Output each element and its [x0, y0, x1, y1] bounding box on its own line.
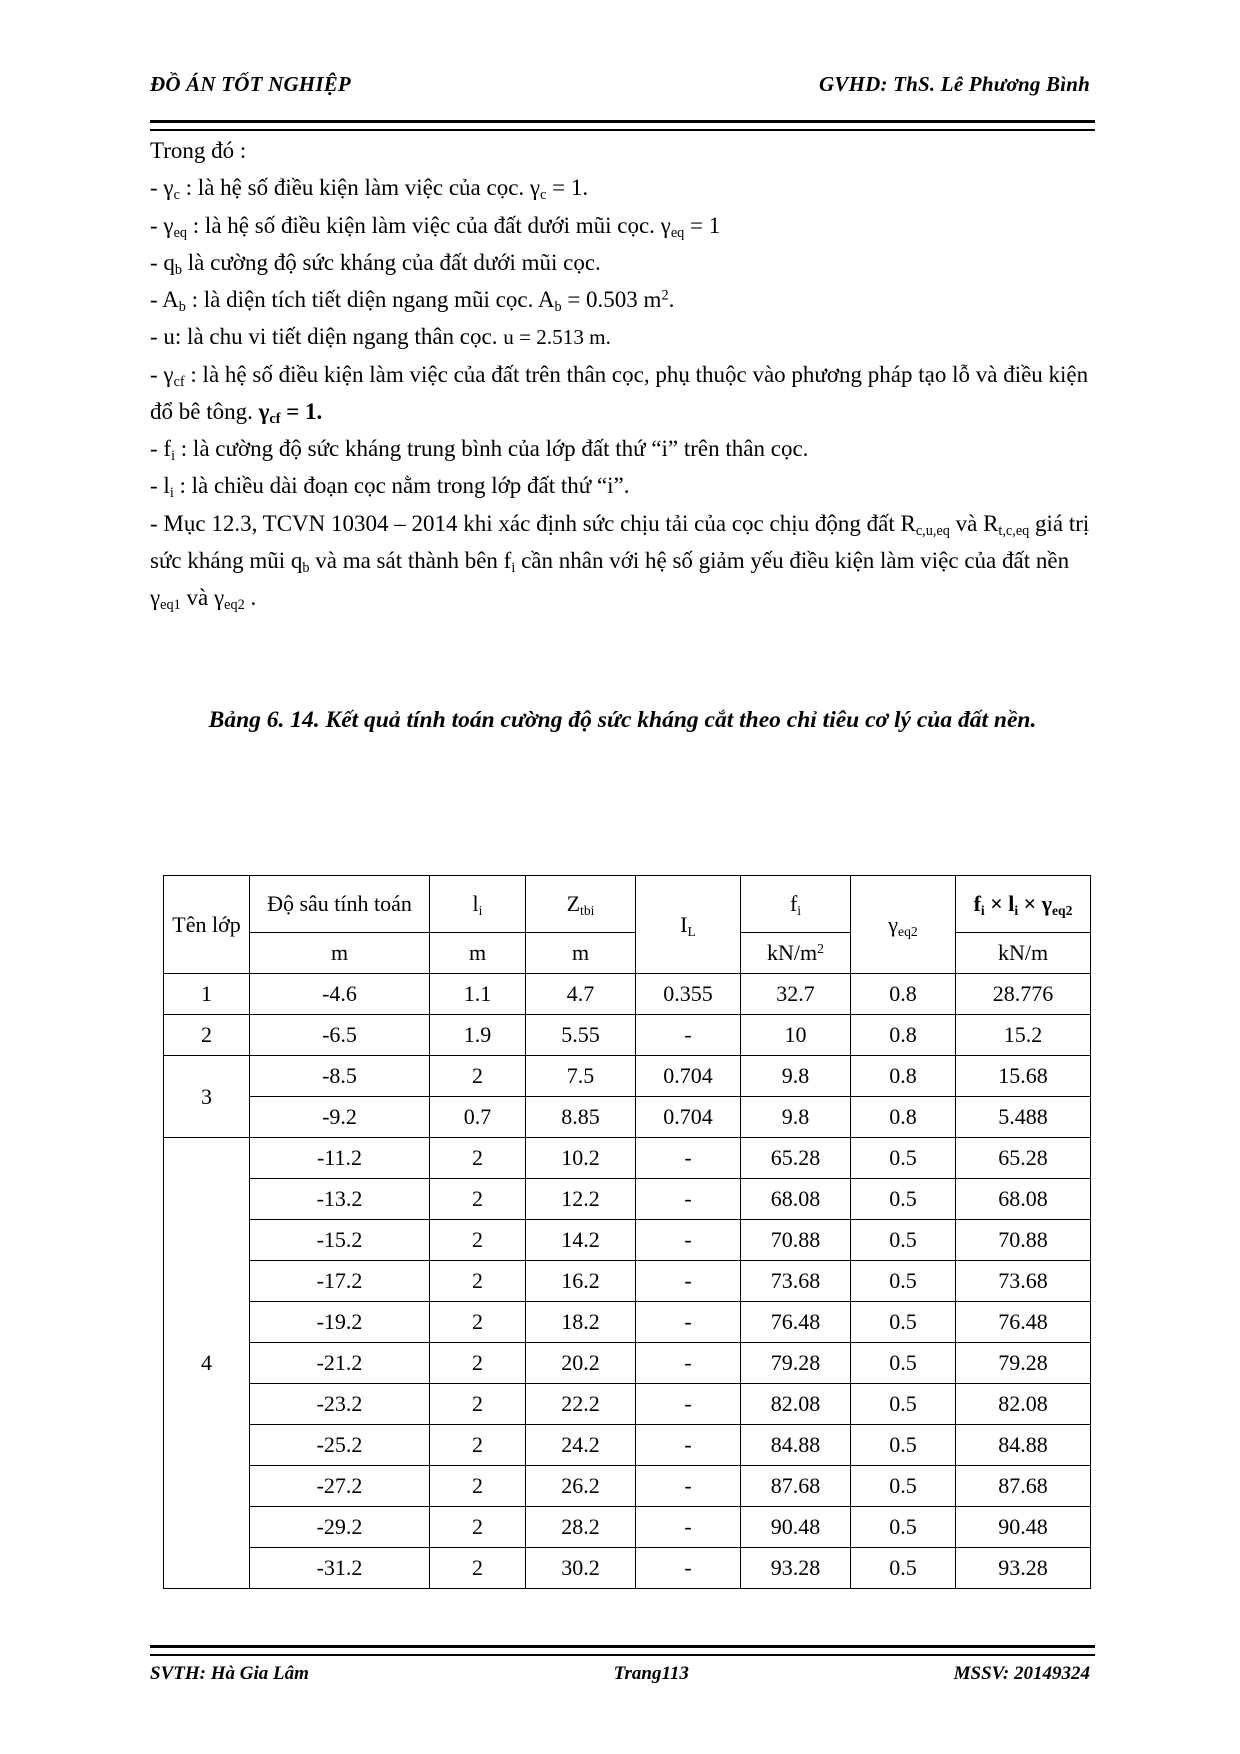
paragraph-muc-12-3 — [150, 505, 1090, 617]
symbol-q: q — [290, 547, 303, 573]
table-row — [164, 1548, 1091, 1589]
cell-li: 0.7 — [430, 1097, 526, 1138]
paragraph-u — [150, 318, 1090, 355]
table-row — [164, 1343, 1091, 1384]
bullet-dash-Ab: - A — [150, 287, 179, 312]
header-product-sub-eq2: eq2 — [1051, 903, 1073, 919]
text-muc-part5: cần nhân với hệ số giảm yếu điều kiện làm việc của đất nền — [515, 547, 1070, 573]
cell-gamma-eq2: 0.5 — [851, 1384, 956, 1425]
equation-u: u = 2.513 m. — [503, 325, 611, 350]
bullet-dash-qb: - q — [150, 249, 175, 275]
cell-ztbi: 7.5 — [526, 1056, 636, 1097]
symbol-gamma-eq1: γ — [150, 585, 161, 610]
page-footer — [150, 1663, 1090, 1685]
cell-fi: 76.48 — [741, 1302, 851, 1343]
cell-do-sau: -9.2 — [250, 1097, 430, 1138]
table-row — [164, 1015, 1091, 1056]
symbol-R-tceq: R — [983, 510, 999, 536]
cell-il: - — [636, 1466, 741, 1507]
cell-ztbi: 16.2 — [526, 1261, 636, 1302]
table-row — [164, 1384, 1091, 1425]
header-li-subscript: i — [478, 903, 483, 919]
cell-gamma-eq2: 0.5 — [851, 1507, 956, 1548]
symbol-R-cueq: R — [900, 510, 916, 536]
soil-resistance-table — [163, 875, 1091, 1589]
subscript-cf-eq: cf — [269, 410, 281, 427]
paragraph-qb — [150, 244, 1090, 281]
text-muc-part4: và ma sát thành bên — [309, 547, 504, 573]
cell-product: 82.08 — [956, 1384, 1091, 1425]
value-Ab: = 0.503 m — [561, 287, 662, 312]
cell-ztbi: 8.85 — [526, 1097, 636, 1138]
unit-do-sau: m — [250, 933, 430, 974]
cell-ztbi: 28.2 — [526, 1507, 636, 1548]
paragraph-gamma-eq — [150, 207, 1090, 244]
header-il — [636, 876, 741, 974]
table-row — [164, 1220, 1091, 1261]
footer-divider-rule — [150, 1645, 1095, 1656]
cell-ztbi: 24.2 — [526, 1425, 636, 1466]
text-muc-part6: và — [180, 585, 214, 610]
header-product-times-2: × γ — [1018, 891, 1052, 917]
cell-fi: 73.68 — [741, 1261, 851, 1302]
unit-fi-text: kN/m — [767, 940, 818, 966]
cell-ten-lop: 4 — [164, 1138, 250, 1589]
cell-fi: 84.88 — [741, 1425, 851, 1466]
cell-il: - — [636, 1425, 741, 1466]
cell-li: 2 — [430, 1138, 526, 1179]
unit-fi-superscript: 2 — [817, 941, 824, 957]
header-left-title: ĐỒ ÁN TỐT NGHIỆP — [150, 72, 351, 96]
cell-fi: 9.8 — [741, 1097, 851, 1138]
header-il-subscript: L — [687, 923, 696, 939]
table-caption: Bảng 6. 14. Kết quả tính toán cường độ sức kháng cắt theo chỉ tiêu cơ lý của đất nền. — [208, 707, 1037, 733]
table-header-row-labels — [164, 876, 1091, 933]
cell-li: 2 — [430, 1425, 526, 1466]
cell-il: - — [636, 1548, 741, 1589]
text-muc-part7: . — [244, 585, 257, 610]
unit-ztbi: m — [526, 933, 636, 974]
subscript-i-f: i — [511, 559, 516, 576]
header-divider-rule — [150, 120, 1095, 131]
cell-li: 2 — [430, 1179, 526, 1220]
text-qb-desc: là cường độ sức kháng của đất dưới mũi cọc. — [182, 249, 601, 275]
cell-il: 0.355 — [636, 974, 741, 1015]
symbol-gamma: γ — [163, 361, 174, 387]
cell-do-sau: -29.2 — [250, 1507, 430, 1548]
symbol-gamma-eq: γ — [660, 212, 671, 238]
table-container — [163, 875, 1093, 1589]
cell-gamma-eq2: 0.8 — [851, 1056, 956, 1097]
text-muc-part2: và — [949, 510, 984, 536]
table-row — [164, 974, 1091, 1015]
cell-il: - — [636, 1343, 741, 1384]
subscript-b: b — [174, 261, 183, 278]
cell-ztbi: 5.55 — [526, 1015, 636, 1056]
cell-do-sau: -19.2 — [250, 1302, 430, 1343]
table-row — [164, 1507, 1091, 1548]
cell-do-sau: -11.2 — [250, 1138, 430, 1179]
cell-fi: 32.7 — [741, 974, 851, 1015]
symbol-gamma: γ — [163, 212, 174, 238]
cell-do-sau: -13.2 — [250, 1179, 430, 1220]
cell-do-sau: -8.5 — [250, 1056, 430, 1097]
table-row — [164, 1056, 1091, 1097]
header-fi-subscript: i — [797, 903, 802, 919]
table-header — [164, 876, 1091, 974]
header-gamma-symbol: γ — [888, 911, 899, 937]
cell-gamma-eq2: 0.5 — [851, 1179, 956, 1220]
cell-do-sau: -27.2 — [250, 1466, 430, 1507]
cell-product: 15.68 — [956, 1056, 1091, 1097]
cell-li: 1.1 — [430, 974, 526, 1015]
header-li-symbol: l — [472, 891, 479, 917]
superscript-square: 2 — [661, 287, 669, 304]
cell-li: 2 — [430, 1056, 526, 1097]
text-gamma-eq-desc: : là hệ số điều kiện làm việc của đất dưới mũi cọc. — [187, 212, 661, 238]
subscript-eq: eq — [173, 224, 188, 241]
cell-il: - — [636, 1138, 741, 1179]
cell-ztbi: 10.2 — [526, 1138, 636, 1179]
page-header — [150, 72, 1090, 97]
equation-gamma-c — [529, 175, 589, 204]
header-gamma-eq2 — [851, 876, 956, 974]
cell-li: 1.9 — [430, 1015, 526, 1056]
bullet-dash-li: - l — [150, 473, 170, 499]
bullet-dash: - — [150, 361, 164, 387]
cell-il: - — [636, 1220, 741, 1261]
table-row — [164, 1138, 1091, 1179]
unit-product: kN/m — [956, 933, 1091, 974]
cell-fi: 10 — [741, 1015, 851, 1056]
text-Ab-desc: : là diện tích tiết diện ngang mũi cọc. A — [185, 287, 555, 312]
subscript-c-eq: c — [540, 187, 547, 204]
bullet-dash-fi: - f — [150, 436, 172, 461]
subscript-cf: cf — [173, 373, 185, 390]
cell-fi: 70.88 — [741, 1220, 851, 1261]
header-gamma-subscript: eq2 — [898, 923, 918, 939]
subscript-t-c-eq: t,c,eq — [998, 522, 1030, 539]
cell-do-sau: -4.6 — [250, 974, 430, 1015]
header-right-supervisor: GVHD: ThS. Lê Phương Bình — [819, 72, 1090, 96]
header-product-times-1: × l — [984, 891, 1015, 917]
cell-fi: 9.8 — [741, 1056, 851, 1097]
symbol-gamma: γ — [163, 175, 174, 201]
cell-product: 93.28 — [956, 1548, 1091, 1589]
cell-fi: 93.28 — [741, 1548, 851, 1589]
cell-ztbi: 22.2 — [526, 1384, 636, 1425]
cell-gamma-eq2: 0.5 — [851, 1343, 956, 1384]
cell-ztbi: 14.2 — [526, 1220, 636, 1261]
header-il-symbol: I — [680, 911, 688, 937]
cell-gamma-eq2: 0.5 — [851, 1425, 956, 1466]
subscript-i-fi: i — [171, 447, 176, 464]
cell-product: 70.88 — [956, 1220, 1091, 1261]
cell-do-sau: -21.2 — [250, 1343, 430, 1384]
unit-fi — [741, 933, 851, 974]
header-product-sub-i2: i — [1014, 903, 1019, 919]
cell-li: 2 — [430, 1220, 526, 1261]
period-Ab: . — [668, 287, 675, 312]
cell-gamma-eq2: 0.5 — [851, 1261, 956, 1302]
cell-ztbi: 26.2 — [526, 1466, 636, 1507]
text-u-desc: - u: là chu vi tiết diện ngang thân cọc. — [150, 324, 504, 350]
cell-gamma-eq2: 0.5 — [851, 1138, 956, 1179]
cell-il: 0.704 — [636, 1056, 741, 1097]
table-body — [164, 974, 1091, 1589]
cell-li: 2 — [430, 1261, 526, 1302]
cell-do-sau: -17.2 — [250, 1261, 430, 1302]
header-product — [956, 876, 1091, 933]
footer-page-number: Trang113 — [613, 1663, 689, 1684]
header-ztbi — [526, 876, 636, 933]
equation-gamma-eq — [660, 212, 721, 241]
cell-li: 2 — [430, 1343, 526, 1384]
value-gamma-c: = 1. — [546, 175, 589, 201]
cell-fi: 68.08 — [741, 1179, 851, 1220]
cell-ztbi: 20.2 — [526, 1343, 636, 1384]
cell-gamma-eq2: 0.5 — [851, 1220, 956, 1261]
subscript-c: c — [173, 187, 180, 204]
symbol-gamma-cf: γ — [258, 398, 270, 424]
cell-do-sau: -25.2 — [250, 1425, 430, 1466]
bullet-dash: - — [150, 212, 164, 238]
document-body — [150, 132, 1090, 616]
cell-ztbi: 4.7 — [526, 974, 636, 1015]
header-ten-lop: Tên lớp — [164, 876, 250, 974]
cell-product: 68.08 — [956, 1179, 1091, 1220]
cell-do-sau: -23.2 — [250, 1384, 430, 1425]
subscript-eq-eq: eq — [670, 224, 685, 241]
cell-ten-lop: 3 — [164, 1056, 250, 1138]
cell-gamma-eq2: 0.5 — [851, 1466, 956, 1507]
cell-product: 28.776 — [956, 974, 1091, 1015]
cell-do-sau: -15.2 — [250, 1220, 430, 1261]
cell-il: - — [636, 1261, 741, 1302]
symbol-gamma-eq2: γ — [213, 585, 225, 610]
symbol-f: f — [503, 547, 512, 573]
cell-product: 15.2 — [956, 1015, 1091, 1056]
table-row — [164, 1302, 1091, 1343]
table-row — [164, 1466, 1091, 1507]
header-ztbi-symbol: Z — [566, 891, 581, 917]
cell-ztbi: 12.2 — [526, 1179, 636, 1220]
text-gamma-cf-desc: : là hệ số điều kiện làm việc của đất trên thân cọc, phụ thuộc vào phương pháp tạo lỗ và điều kiện đổ bê tông. — [150, 361, 1089, 424]
subscript-c-u-eq: c,u,eq — [915, 522, 950, 539]
paragraph-li — [150, 467, 1090, 504]
cell-do-sau: -6.5 — [250, 1015, 430, 1056]
cell-li: 2 — [430, 1507, 526, 1548]
cell-li: 2 — [430, 1302, 526, 1343]
value-gamma-eq: = 1 — [684, 212, 721, 238]
cell-gamma-eq2: 0.5 — [851, 1302, 956, 1343]
cell-fi: 82.08 — [741, 1384, 851, 1425]
cell-product: 5.488 — [956, 1097, 1091, 1138]
cell-ztbi: 18.2 — [526, 1302, 636, 1343]
paragraph-gamma-c — [150, 169, 1090, 206]
subscript-b-q: b — [302, 559, 310, 576]
table-row — [164, 1179, 1091, 1220]
cell-gamma-eq2: 0.5 — [851, 1548, 956, 1589]
symbol-gamma-eq: γ — [529, 175, 541, 201]
paragraph-Ab — [150, 281, 1090, 318]
header-fi-symbol: f — [789, 891, 798, 917]
text-muc-part1: - Mục 12.3, TCVN 10304 – 2014 khi xác định sức chịu tải của cọc chịu động đất — [150, 510, 901, 536]
cell-li: 2 — [430, 1384, 526, 1425]
cell-il: - — [636, 1384, 741, 1425]
cell-product: 84.88 — [956, 1425, 1091, 1466]
header-product-sub-i1: i — [980, 903, 985, 919]
table-row — [164, 1425, 1091, 1466]
cell-il: - — [636, 1015, 741, 1056]
subscript-eq2: eq2 — [224, 596, 245, 613]
footer-student-id: MSSV: 20149324 — [953, 1663, 1090, 1684]
cell-li: 2 — [430, 1466, 526, 1507]
cell-fi: 90.48 — [741, 1507, 851, 1548]
paragraph-intro: Trong đó : — [150, 138, 247, 163]
bullet-dash: - — [150, 175, 164, 201]
header-ztbi-subscript: tbi — [580, 903, 595, 919]
subscript-b-2: b — [554, 298, 562, 315]
text-muc-part3: giá trị sức kháng mũi — [150, 510, 1090, 573]
header-fi — [741, 876, 851, 933]
header-do-sau-tinh-toan: Độ sâu tính toán — [250, 876, 430, 933]
cell-fi: 87.68 — [741, 1466, 851, 1507]
text-li-desc: : là chiều dài đoạn cọc nằm trong lớp đất thứ “i”. — [173, 473, 630, 499]
cell-il: 0.704 — [636, 1097, 741, 1138]
cell-ten-lop: 1 — [164, 974, 250, 1015]
header-li — [430, 876, 526, 933]
cell-gamma-eq2: 0.8 — [851, 1015, 956, 1056]
cell-do-sau: -31.2 — [250, 1548, 430, 1589]
unit-li: m — [430, 933, 526, 974]
cell-product: 79.28 — [956, 1343, 1091, 1384]
cell-product: 76.48 — [956, 1302, 1091, 1343]
cell-il: - — [636, 1179, 741, 1220]
paragraph-fi — [150, 430, 1090, 467]
cell-fi: 65.28 — [741, 1138, 851, 1179]
subscript-b-1: b — [178, 298, 186, 315]
cell-gamma-eq2: 0.8 — [851, 974, 956, 1015]
cell-fi: 79.28 — [741, 1343, 851, 1384]
equation-gamma-cf — [258, 398, 323, 427]
table-row — [164, 1097, 1091, 1138]
cell-product: 65.28 — [956, 1138, 1091, 1179]
cell-li: 2 — [430, 1548, 526, 1589]
header-product-f: f — [973, 891, 981, 917]
footer-student-name: SVTH: Hà Gia Lâm — [150, 1663, 309, 1684]
cell-product: 73.68 — [956, 1261, 1091, 1302]
text-fi-desc: : là cường độ sức kháng trung bình của lớp đất thứ “i” trên thân cọc. — [175, 436, 809, 461]
table-row — [164, 1261, 1091, 1302]
cell-il: - — [636, 1302, 741, 1343]
paragraph-gamma-cf — [150, 356, 1090, 431]
subscript-i-li: i — [169, 485, 174, 502]
cell-gamma-eq2: 0.8 — [851, 1097, 956, 1138]
cell-ztbi: 30.2 — [526, 1548, 636, 1589]
cell-product: 90.48 — [956, 1507, 1091, 1548]
cell-product: 87.68 — [956, 1466, 1091, 1507]
subscript-eq1: eq1 — [160, 596, 181, 613]
cell-ten-lop: 2 — [164, 1015, 250, 1056]
value-gamma-cf: = 1. — [280, 398, 323, 424]
text-gamma-c-desc: : là hệ số điều kiện làm việc của cọc. — [179, 175, 530, 201]
cell-il: - — [636, 1507, 741, 1548]
